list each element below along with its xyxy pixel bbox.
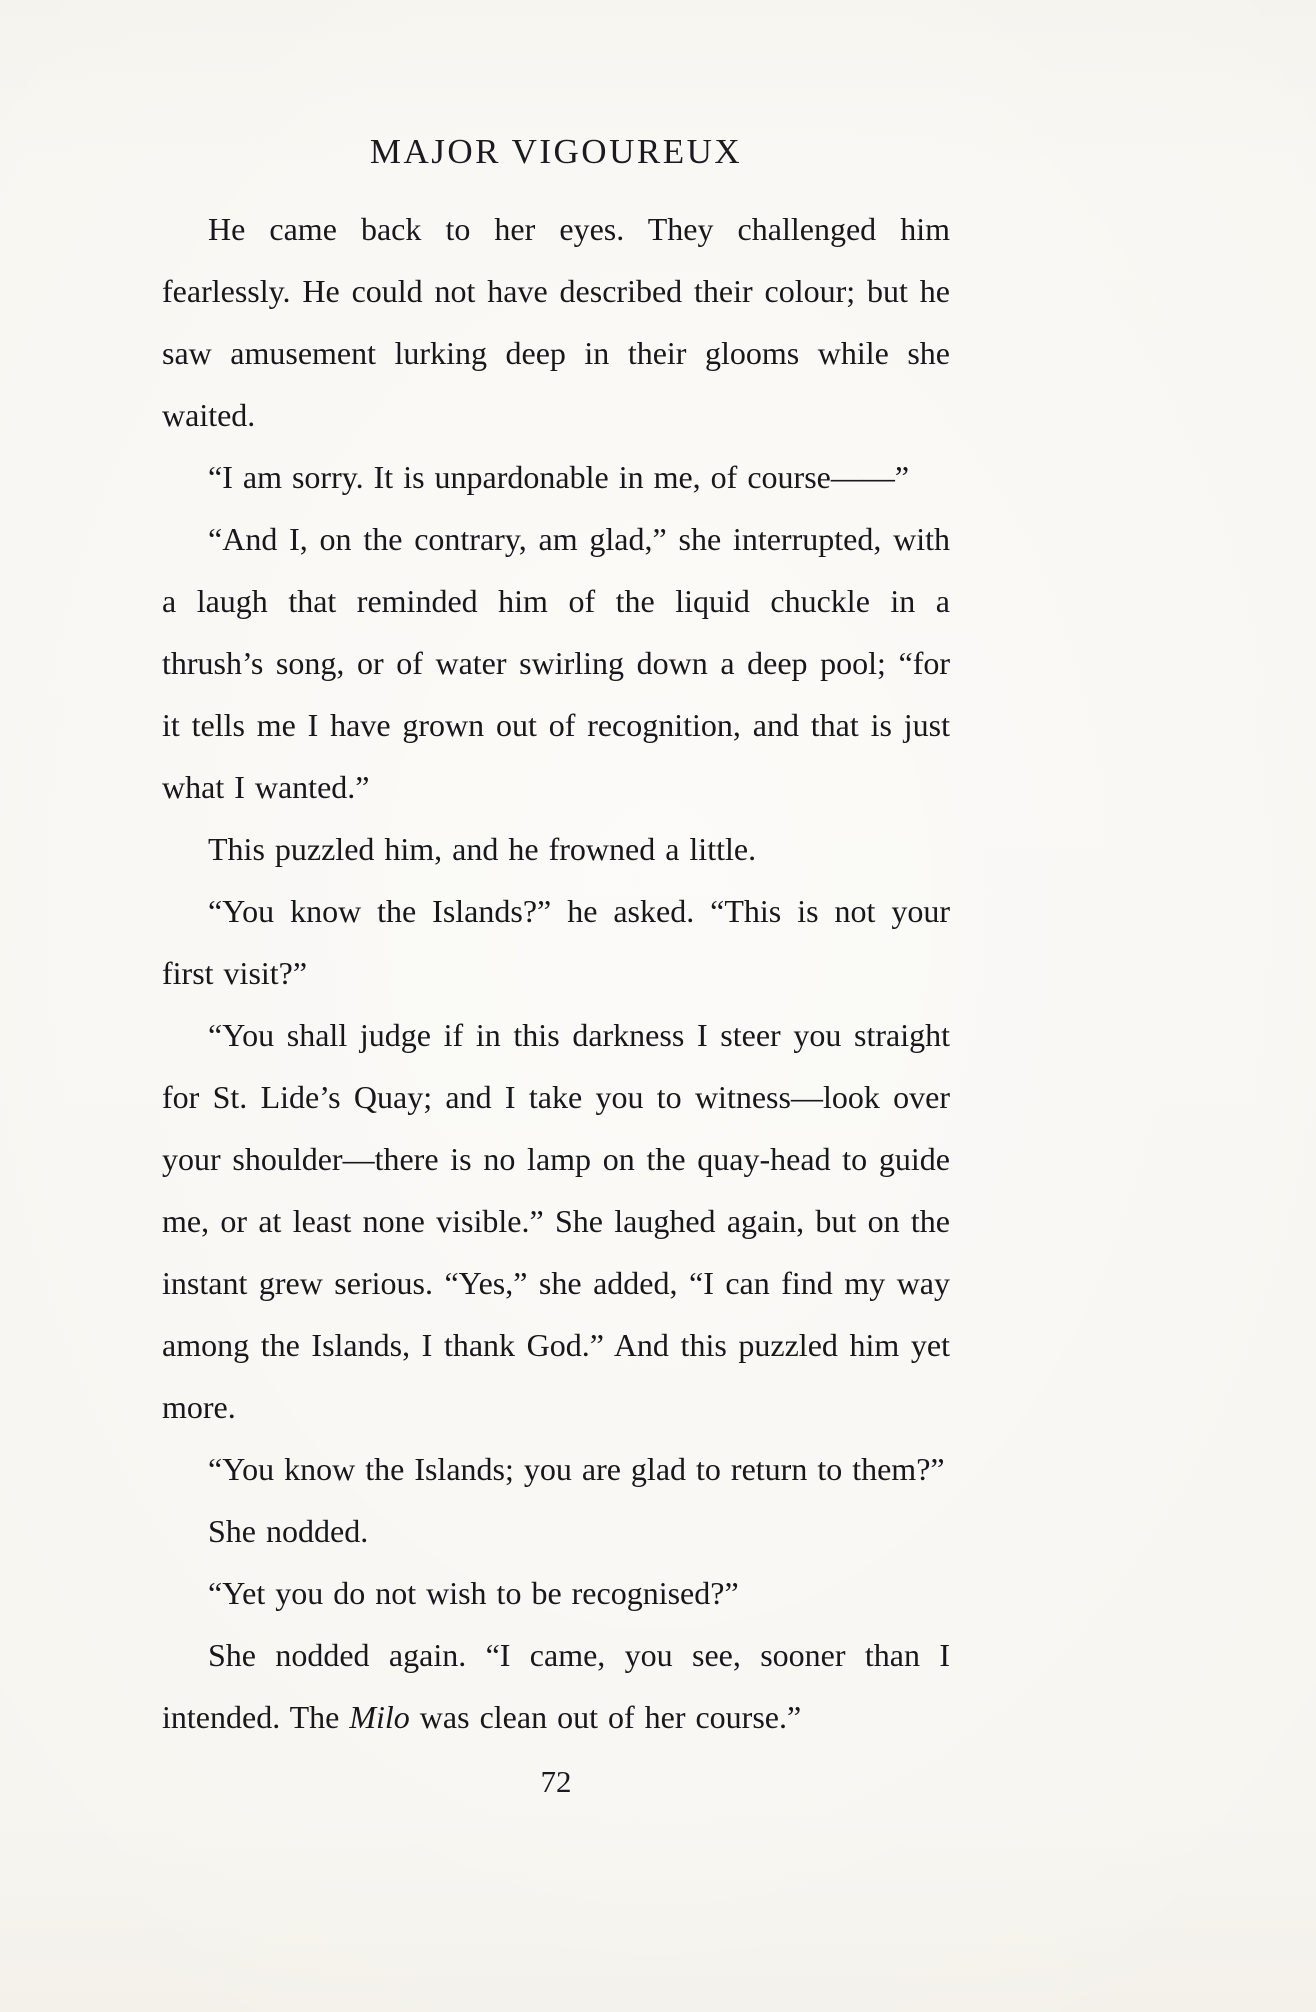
page-number: 72 xyxy=(540,1764,572,1799)
paragraph-9: “Yet you do not wish to be recognised?” xyxy=(208,1575,739,1611)
paragraph-1: He came back to her eyes. They challenged him fearlessly. He could not have described their colour; but he saw amusement lurking deep in their glooms while she waited. xyxy=(162,211,950,433)
paragraph-text-before-italic: She nodded again. “I came, you see, sooner than I intended. The xyxy=(162,1637,950,1735)
paragraph-5: “You know the Islands?” he asked. “This is not your first visit?” xyxy=(162,893,950,991)
paragraph-7: “You know the Islands; you are glad to return to them?” xyxy=(208,1451,945,1487)
page-body xyxy=(162,198,950,1748)
paragraph-text-after-italic: was clean out of her course.” xyxy=(409,1699,802,1735)
page-content xyxy=(162,132,950,1800)
paragraph-6: “You shall judge if in this darkness I steer you straight for St. Lide’s Quay; and I take you to witness—look over your shoulder—there is no lamp on the quay-head to guide me, or at least none visible.” She laughed again, but on the instant grew serious. “Yes,” she added, “I can find my way among the Islands, I thank God.” And this puzzled him yet more. xyxy=(162,1017,950,1425)
ship-name-italic: Milo xyxy=(349,1699,410,1735)
paragraph-4: This puzzled him, and he frowned a little. xyxy=(208,831,757,867)
paragraph-10 xyxy=(162,1624,950,1748)
paragraph-2: “I am sorry. It is unpardonable in me, of course——” xyxy=(208,459,910,495)
paragraph-3: “And I, on the contrary, am glad,” she interrupted, with a laugh that reminded him of the liquid chuckle in a thrush’s song, or of water swirling down a deep pool; “for it tells me I have grown out of recognition, and that is just what I wanted.” xyxy=(162,521,950,805)
running-header: MAJOR VIGOUREUX xyxy=(369,132,743,171)
paragraph-8: She nodded. xyxy=(208,1513,369,1549)
